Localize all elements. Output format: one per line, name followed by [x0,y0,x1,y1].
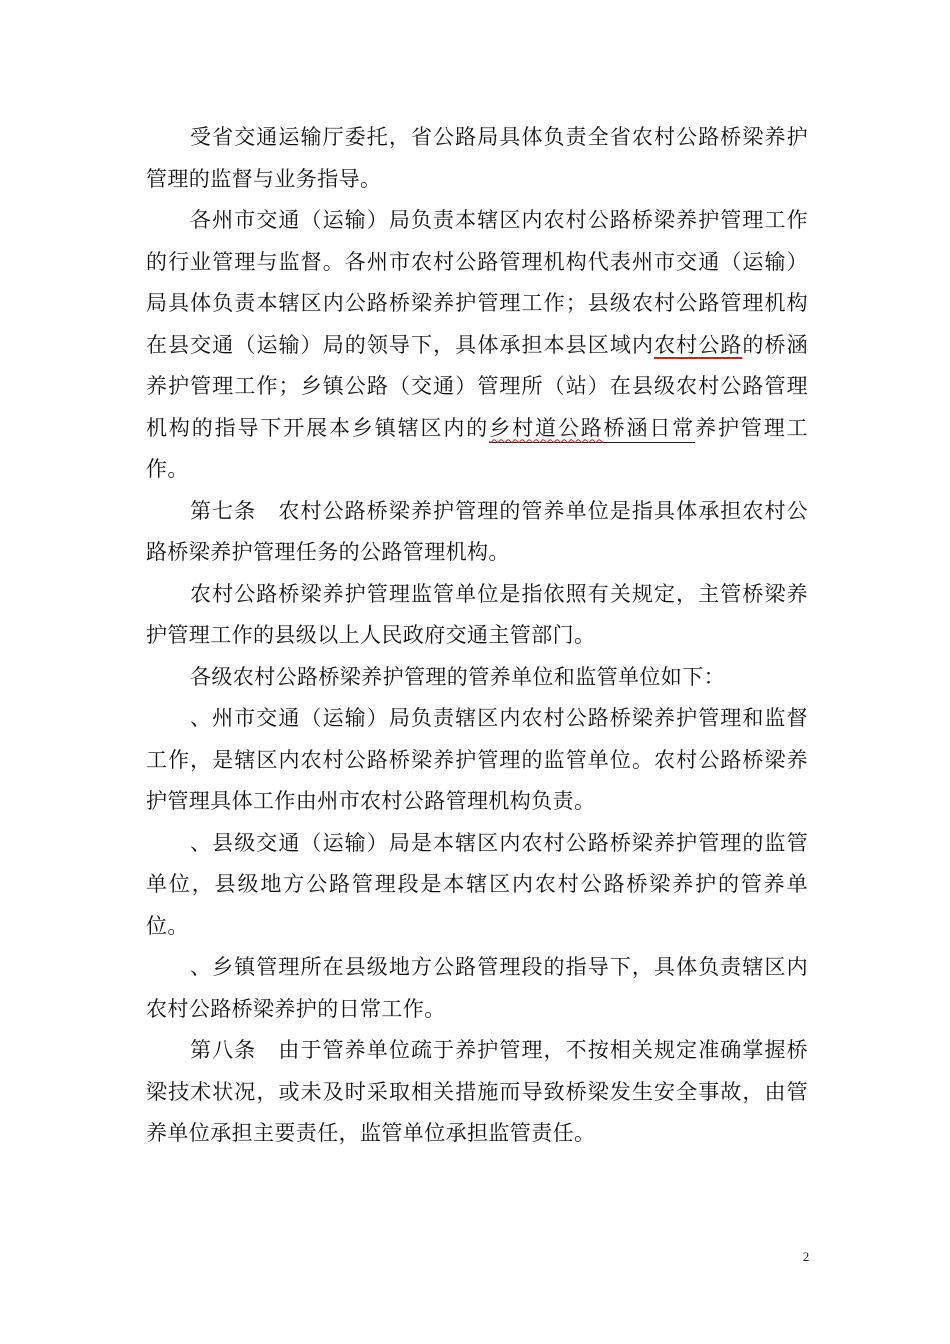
article-7-paragraph: 第七条 农村公路桥梁养护管理的管养单位是指具体承担农村公路桥梁养护管理任务的公路管理机构。 [146,498,808,564]
paragraph-1: 受省交通运输厅委托，省公路局具体负责全省农村公路桥梁养护管理的监督与业务指导。 [146,125,808,191]
underlined-phrase-rest: 桥涵日常 [603,415,696,440]
red-underlined-phrase: 农村公路 [654,332,743,357]
list-item-prefecture: 、州市交通（运输）局负责辖区内农村公路桥梁养护管理和监督工作，是辖区内农村公路桥梁养护管理的监管单位。农村公路桥梁养护管理具体工作由州市农村公路管理机构负责。 [146,706,808,813]
paragraph-2-text-middle: 的桥涵养护管理工作；乡镇公路（交通）管理所（站）在县级农村公路管理机构的指导下开展本乡镇辖区内的 [146,332,809,440]
document-body [146,117,808,1155]
paragraph-5: 各级农村公路桥梁养护管理的管养单位和监管单位如下： [190,664,725,689]
paragraph-4: 农村公路桥梁养护管理监管单位是指依照有关规定，主管桥梁养护管理工作的县级以上人民政府交通主管部门。 [146,581,808,647]
paragraph-2 [146,200,808,491]
list-item-township: 、乡镇管理所在县级地方公路管理段的指导下，具体负责辖区内农村公路桥梁养护的日常工作。 [146,955,808,1021]
article-8-paragraph: 第八条 由于管养单位疏于养护管理，不按相关规定准确掌握桥梁技术状况，或未及时采取相关措施而导致桥梁发生安全事故，由管养单位承担主要责任，监管单位承担监管责任。 [146,1038,808,1145]
page-number: 2 [802,1249,810,1264]
list-item-county: 、县级交通（运输）局是本辖区内农村公路桥梁养护管理的监管单位，县级地方公路管理段是本辖区内农村公路桥梁养护的管养单位。 [146,830,808,938]
paragraph-2-text-after: 养护管理工作。 [146,415,809,481]
wavy-underlined-phrase: 乡村道公路 [489,415,604,440]
paragraph-2-text-before: 各州市交通（运输）局负责本辖区内农村公路桥梁养护管理工作的行业管理与监督。各州市农村公路管理机构代表州市交通（运输）局具体负责本辖区内公路桥梁养护管理工作；县级农村公路管理机构在县交通（运输）局的领导下，具体承担本县区域内 [146,208,808,357]
underlined-phrase [489,416,695,443]
